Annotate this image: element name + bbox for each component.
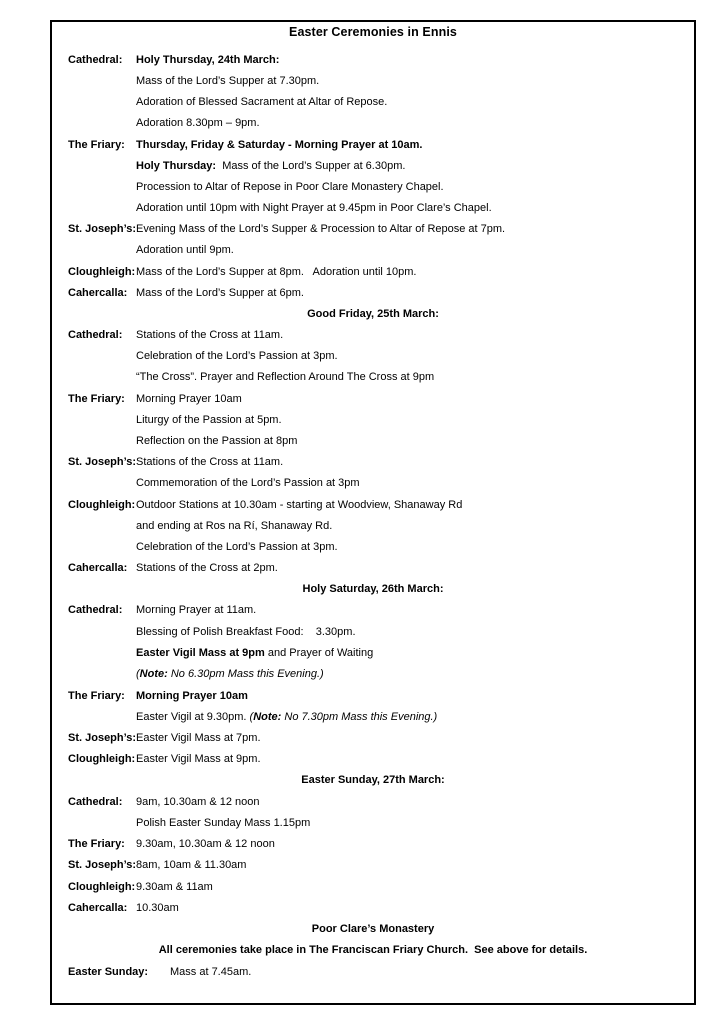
note-text: No 7.30pm Mass this Evening.): [281, 711, 438, 723]
entry-text: Mass of the Lord’s Supper at 7.30pm.: [136, 75, 320, 87]
entry-text: [136, 667, 324, 681]
entry-text: Celebration of the Lord’s Passion at 3pm.: [136, 541, 338, 553]
entry-text: Easter Vigil Mass at 9pm.: [136, 753, 261, 765]
entry-rest: and Prayer of Waiting: [264, 647, 374, 659]
entry-text: Mass of the Lord’s Supper at 8pm. Adoration until 10pm.: [136, 266, 417, 278]
entry-text: Stations of the Cross at 11am.: [136, 329, 284, 341]
church-label: Cathedral:: [68, 796, 123, 808]
entry-text: Stations of the Cross at 11am.: [136, 456, 284, 468]
church-label: Cloughleigh:: [68, 881, 136, 893]
entry-text: [136, 159, 405, 173]
entry-text: 10.30am: [136, 902, 179, 914]
entry-text: Polish Easter Sunday Mass 1.15pm: [136, 817, 311, 829]
church-label: The Friary:: [68, 690, 125, 702]
entry-bold: Easter Vigil Mass at 9pm: [136, 647, 265, 659]
entry-text: Stations of the Cross at 2pm.: [136, 562, 278, 574]
entry-text: Outdoor Stations at 10.30am - starting at Woodview, Shanaway Rd: [136, 499, 463, 511]
church-label: Cahercalla:: [68, 287, 128, 299]
entry-text: Liturgy of the Passion at 5pm.: [136, 414, 282, 426]
monastery-note: All ceremonies take place in The Franciscan Friary Church. See above for details.: [158, 944, 588, 956]
entry-text: [136, 646, 373, 660]
entry-text: and ending at Ros na Rí, Shanaway Rd.: [136, 520, 333, 532]
church-label: Cahercalla:: [68, 562, 128, 574]
note-text: No 6.30pm Mass this Evening.): [167, 668, 324, 680]
entry-text: Morning Prayer at 11am.: [136, 604, 257, 616]
church-label: St. Joseph’s:: [68, 456, 137, 468]
entry-text: 9am, 10.30am & 12 noon: [136, 796, 260, 808]
entry-text: Evening Mass of the Lord’s Supper & Procession to Altar of Repose at 7pm.: [136, 223, 506, 235]
church-label: Cloughleigh:: [68, 753, 136, 765]
day-heading: Good Friday, 25th March:: [307, 308, 439, 320]
church-label: Cathedral:: [68, 604, 123, 616]
document-frame: [50, 20, 696, 1005]
day-heading: Holy Saturday, 26th March:: [302, 583, 444, 595]
note-paren: (: [249, 711, 254, 723]
entry-text: “The Cross”. Prayer and Reflection Around The Cross at 9pm: [136, 371, 435, 383]
church-label: The Friary:: [68, 139, 125, 151]
entry-rest: Mass of the Lord’s Supper at 6.30pm.: [216, 160, 406, 172]
day-label: Easter Sunday:: [68, 966, 149, 978]
church-label: The Friary:: [68, 393, 125, 405]
entry-text: Thursday, Friday & Saturday - Morning Prayer at 10am.: [136, 139, 423, 151]
church-label: The Friary:: [68, 838, 125, 850]
entry-text: Adoration of Blessed Sacrament at Altar of Repose.: [136, 96, 388, 108]
entry-text: [136, 710, 437, 724]
entry-text: Adoration until 10pm with Night Prayer at 9.45pm in Poor Clare’s Chapel.: [136, 202, 492, 214]
section-heading: Poor Clare’s Monastery: [311, 923, 435, 935]
entry-text: Celebration of the Lord’s Passion at 3pm.: [136, 350, 338, 362]
entry-text: Reflection on the Passion at 8pm: [136, 435, 298, 447]
entry-text: Procession to Altar of Repose in Poor Clare Monastery Chapel.: [136, 181, 444, 193]
note-paren: (: [136, 668, 140, 680]
entry-text: 8am, 10am & 11.30am: [136, 859, 247, 871]
entry-bold: Holy Thursday:: [136, 160, 217, 172]
entry-text: Morning Prayer 10am: [136, 393, 242, 405]
church-label: Cahercalla:: [68, 902, 128, 914]
note-label: Note:: [253, 711, 282, 723]
entry-text: Adoration until 9pm.: [136, 244, 234, 256]
note-label: Note:: [139, 668, 168, 680]
entry-text: Blessing of Polish Breakfast Food: 3.30pm.: [136, 626, 356, 638]
church-label: St. Joseph’s:: [68, 859, 137, 871]
day-heading: Easter Sunday, 27th March:: [301, 774, 445, 786]
entry-text: Commemoration of the Lord’s Passion at 3pm: [136, 477, 360, 489]
page-title: Easter Ceremonies in Ennis: [289, 25, 457, 39]
church-label: St. Joseph’s:: [68, 223, 137, 235]
church-label: Cathedral:: [68, 329, 123, 341]
church-label: Cloughleigh:: [68, 499, 136, 511]
church-label: St. Joseph’s:: [68, 732, 137, 744]
entry-text: Mass at 7.45am.: [170, 966, 252, 978]
church-label: Cloughleigh:: [68, 266, 136, 278]
day-heading: Holy Thursday, 24th March:: [136, 54, 280, 66]
entry-text: 9.30am, 10.30am & 12 noon: [136, 838, 275, 850]
entry-text: Adoration 8.30pm – 9pm.: [136, 117, 260, 129]
entry-main: Easter Vigil at 9.30pm.: [136, 711, 250, 723]
entry-text: Mass of the Lord’s Supper at 6pm.: [136, 287, 304, 299]
entry-text: 9.30am & 11am: [136, 881, 213, 893]
entry-text: Morning Prayer 10am: [136, 690, 248, 702]
church-label: Cathedral:: [68, 54, 123, 66]
entry-text: Easter Vigil Mass at 7pm.: [136, 732, 261, 744]
